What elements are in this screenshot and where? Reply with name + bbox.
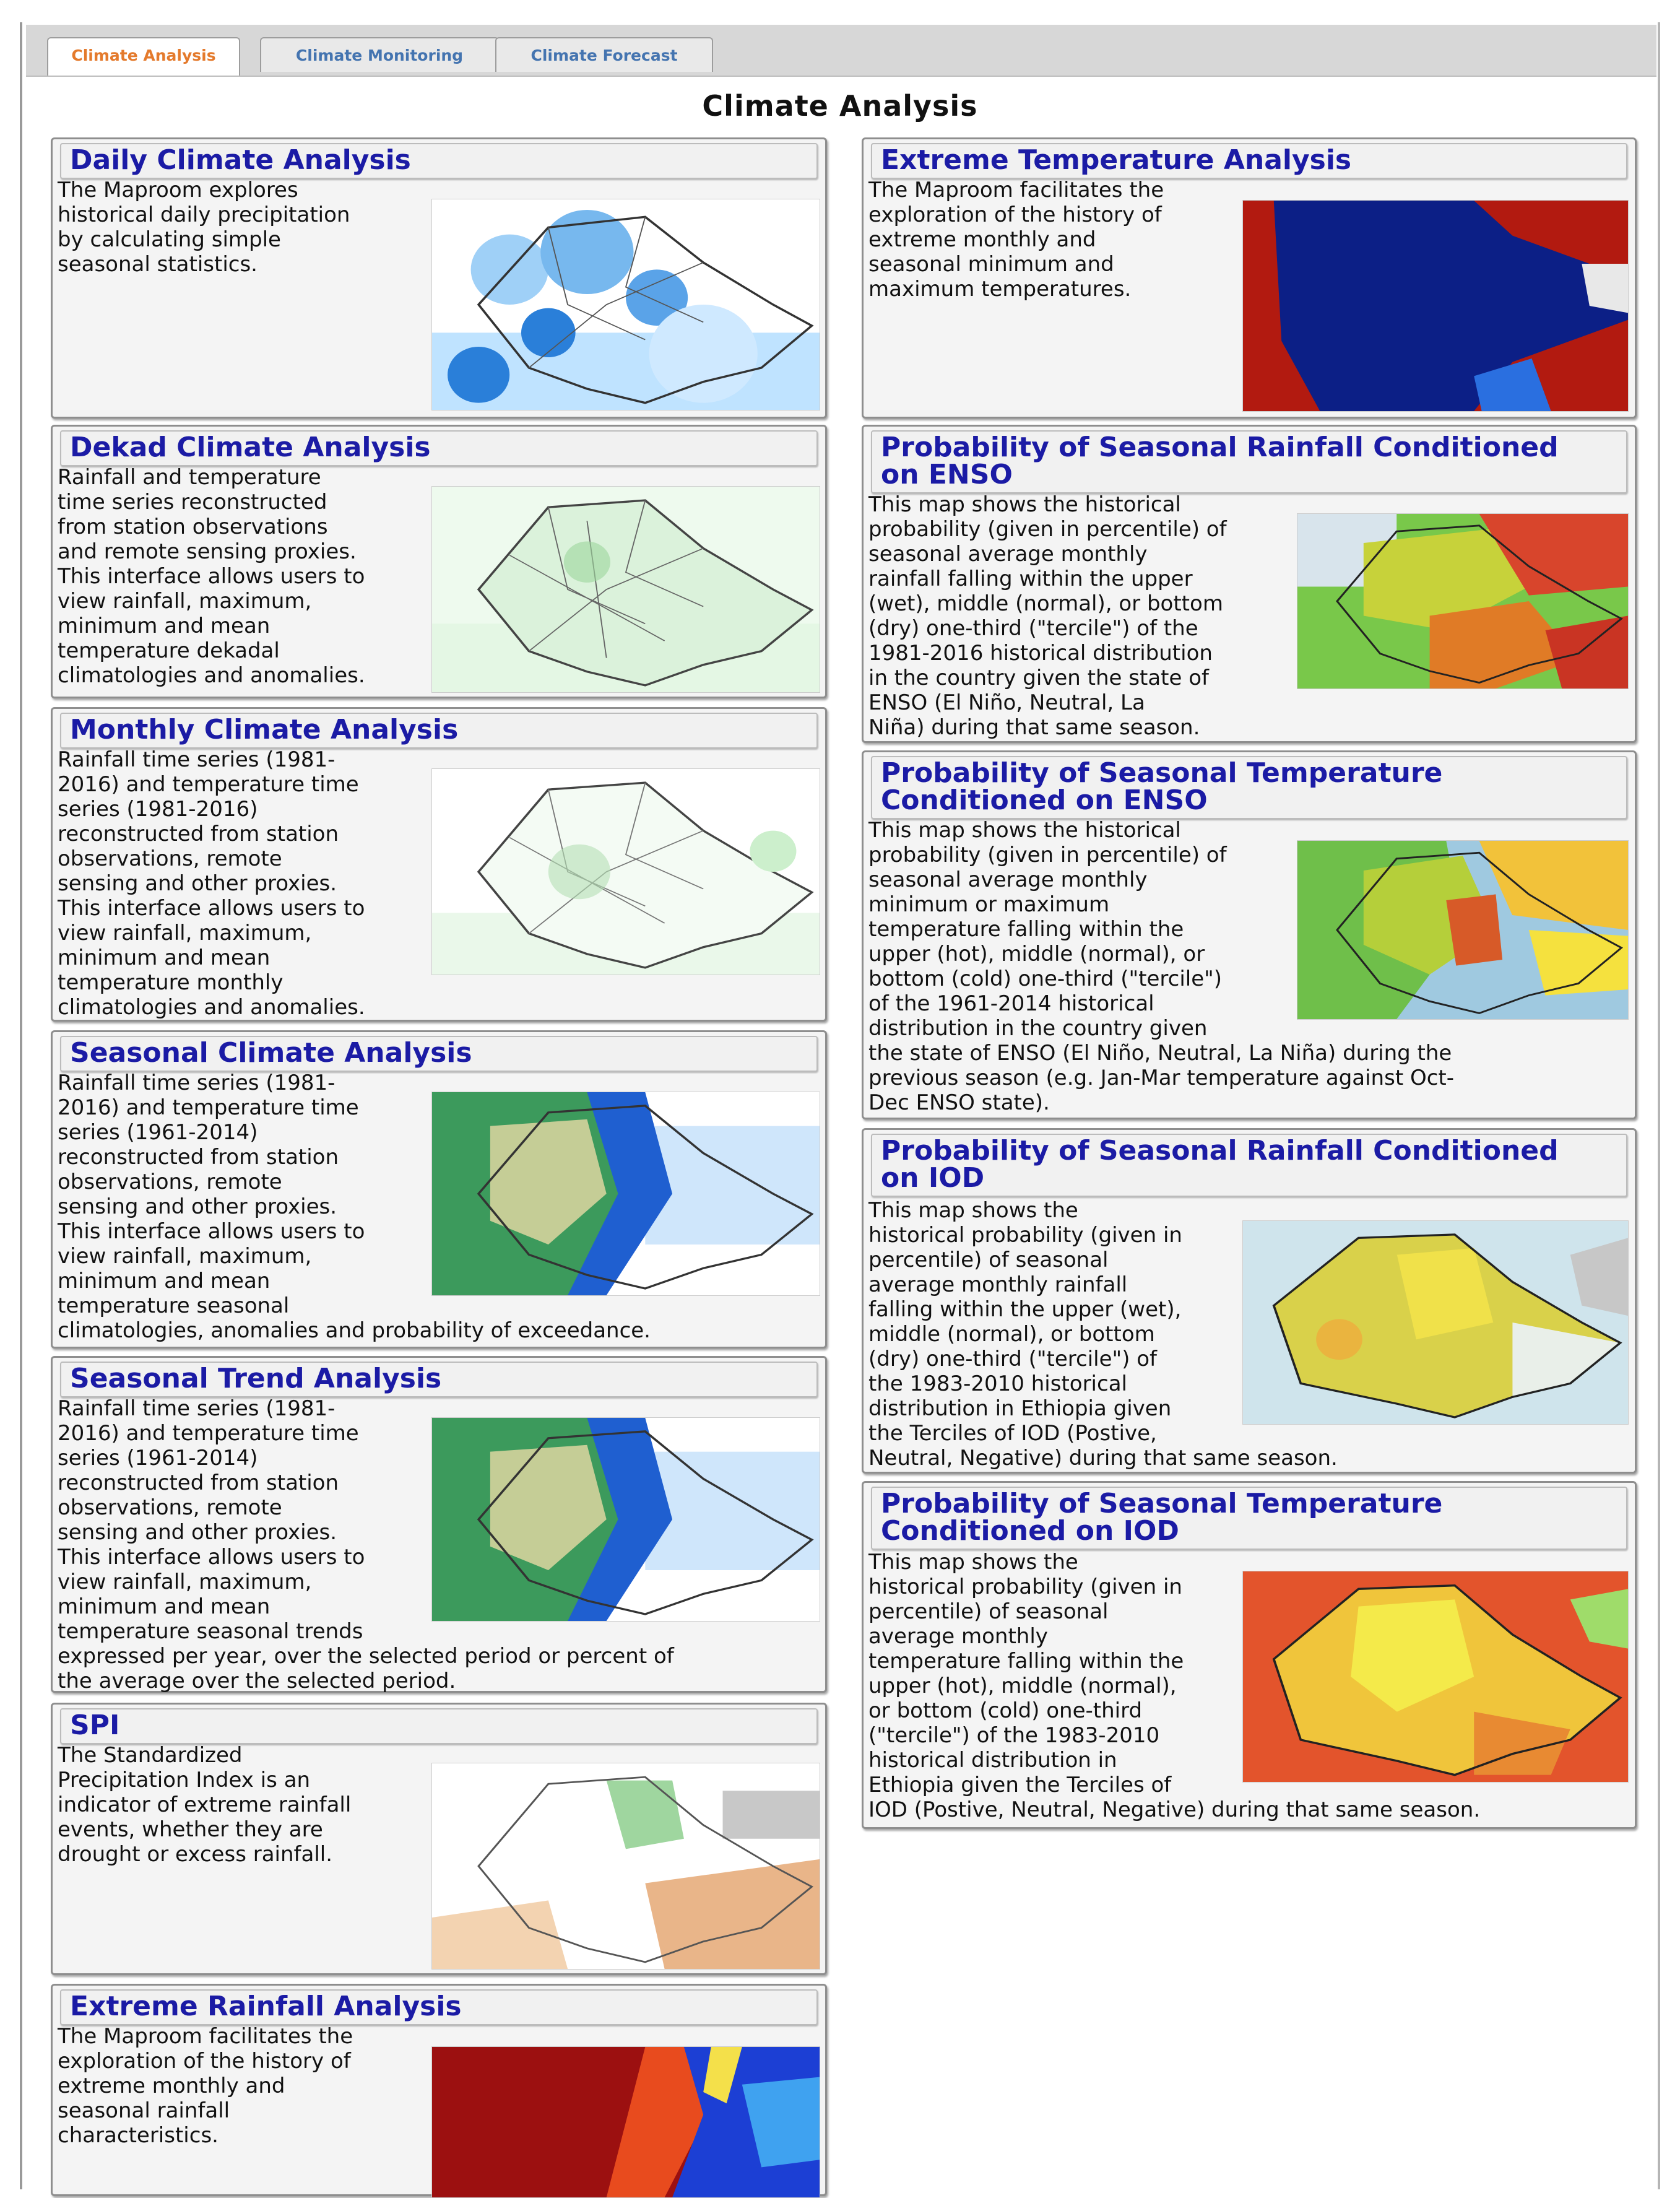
card-rainfall-enso[interactable] [862,425,1637,743]
card-extreme-rainfall-analysis[interactable] [51,1984,827,2196]
card-description: Rainfall time series (1981- 2016) and temperature time series (1961-2014) reconstructed from station observations, remote sensing and other proxies. This interface allows users to view rainfall, maximum, minimum and mean temperature seasonal trends expressed per year, over the selected period or percent of the average over the selected period. [58,1396,674,1693]
tab-bar [26,25,1656,77]
card-description: The Maproom explores historical daily precipitation by calculating simple seasonal statistics. [58,178,350,277]
temp-enso-map[interactable] [1297,840,1629,1020]
card-seasonal-climate-analysis[interactable] [51,1030,827,1349]
dekad-map[interactable] [431,486,820,693]
card-description: This map shows the historical probability (given in percentile) of seasonal average monthly temperature falling within the upper (hot), middle (normal), or bottom (cold) one-third ("tercile") of the 1983-2010 historical distribution in Ethiopia given the Terciles of IOD (Postive, Neutral, Negative) during that same season. [868,1550,1481,1822]
card-temperature-enso[interactable] [862,750,1637,1119]
card-description: This map shows the historical probability (given in percentile) of seasonal average monthly minimum or maximum temperature falling within the upper (hot), middle (normal), or bottom (cold) one-third ("tercile") of the 1961-2014 historical distribution in the country given the state of ENSO (El Niño, Neutral, La Niña) during the previous season (e.g. Jan-Mar temperature against Oct- Dec ENSO state). [868,818,1455,1115]
extreme-rainfall-map[interactable] [431,2046,820,2198]
card-title-link[interactable]: Monthly Climate Analysis [60,713,818,749]
card-title-link[interactable]: Daily Climate Analysis [60,143,818,179]
spi-map[interactable] [431,1763,820,1970]
extreme-temperature-map[interactable] [1242,200,1629,412]
card-monthly-climate-analysis[interactable] [51,707,827,1022]
rain-iod-map[interactable] [1242,1220,1629,1425]
tab-climate-monitoring[interactable]: Climate Monitoring [260,37,499,72]
card-description: This map shows the historical probability (given in percentile) of seasonal average monthly rainfall falling within the upper (wet), middle (normal), or bottom (dry) one-third ("tercile") of the 1981-2016 historical distribution in the country given the state of ENSO (El Niño, Neutral, La Niña) during that same season. [868,492,1227,740]
page-title: Climate Analysis [702,89,978,123]
daily-rainfall-map[interactable] [431,199,820,410]
card-title-link[interactable]: Seasonal Climate Analysis [60,1036,818,1072]
card-seasonal-trend-analysis[interactable] [51,1356,827,1693]
card-title-link[interactable]: Probability of Seasonal Temperature Conditioned on ENSO [871,756,1627,819]
card-description: Rainfall time series (1981- 2016) and temperature time series (1961-2014) reconstructed from station observations, remote sensing and other proxies. This interface allows users to view rainfall, maximum, minimum and mean temperature seasonal climatologies, anomalies and probability of exceedance. [58,1071,651,1343]
card-title-link[interactable]: Dekad Climate Analysis [60,430,818,466]
card-rainfall-iod[interactable] [862,1128,1637,1474]
rain-enso-map[interactable] [1297,513,1629,689]
card-title-link[interactable]: SPI [60,1708,818,1744]
card-title-link[interactable]: Probability of Seasonal Rainfall Conditioned on IOD [871,1134,1627,1197]
card-title-link[interactable]: Extreme Temperature Analysis [871,143,1627,179]
card-dekad-climate-analysis[interactable] [51,425,827,698]
trend-map[interactable] [431,1417,820,1622]
card-description: The Standardized Precipitation Index is an indicator of extreme rainfall events, whether they are drought or excess rainfall. [58,1743,352,1867]
card-description: The Maproom facilitates the exploration of the history of extreme monthly and seasonal minimum and maximum temperatures. [868,178,1164,302]
card-spi[interactable] [51,1703,827,1975]
card-description: The Maproom facilitates the exploration of the history of extreme monthly and seasonal rainfall characteristics. [58,2024,353,2148]
tab-climate-analysis[interactable]: Climate Analysis [47,37,240,76]
seasonal-map[interactable] [431,1092,820,1296]
temp-iod-map[interactable] [1242,1571,1629,1783]
tab-climate-forecast[interactable]: Climate Forecast [495,37,713,72]
card-extreme-temperature-analysis[interactable] [862,137,1637,419]
card-description: This map shows the historical probability (given in percentile) of seasonal average monthly rainfall falling within the upper (wet), middle (normal), or bottom (dry) one-third ("tercile") of the 1983-2010 historical distribution in Ethiopia given the Terciles of IOD (Postive, Neutral, Negative) during that same season. [868,1198,1338,1470]
monthly-map[interactable] [431,768,820,975]
card-title-link[interactable]: Extreme Rainfall Analysis [60,1989,818,2025]
card-title-link[interactable]: Seasonal Trend Analysis [60,1362,818,1397]
card-daily-climate-analysis[interactable] [51,137,827,419]
card-title-link[interactable]: Probability of Seasonal Temperature Conditioned on IOD [871,1487,1627,1550]
card-title-link[interactable]: Probability of Seasonal Rainfall Conditioned on ENSO [871,430,1627,493]
card-description: Rainfall and temperature time series reconstructed from station observations and remote sensing proxies. This interface allows users to view rainfall, maximum, minimum and mean temperature dekadal climatologies and anomalies. [58,465,365,688]
card-description: Rainfall time series (1981- 2016) and temperature time series (1981-2016) reconstructed from station observations, remote sensing and other proxies. This interface allows users to view rainfall, maximum, minimum and mean temperature monthly climatologies and anomalies. [58,747,365,1020]
card-temperature-iod[interactable] [862,1481,1637,1829]
